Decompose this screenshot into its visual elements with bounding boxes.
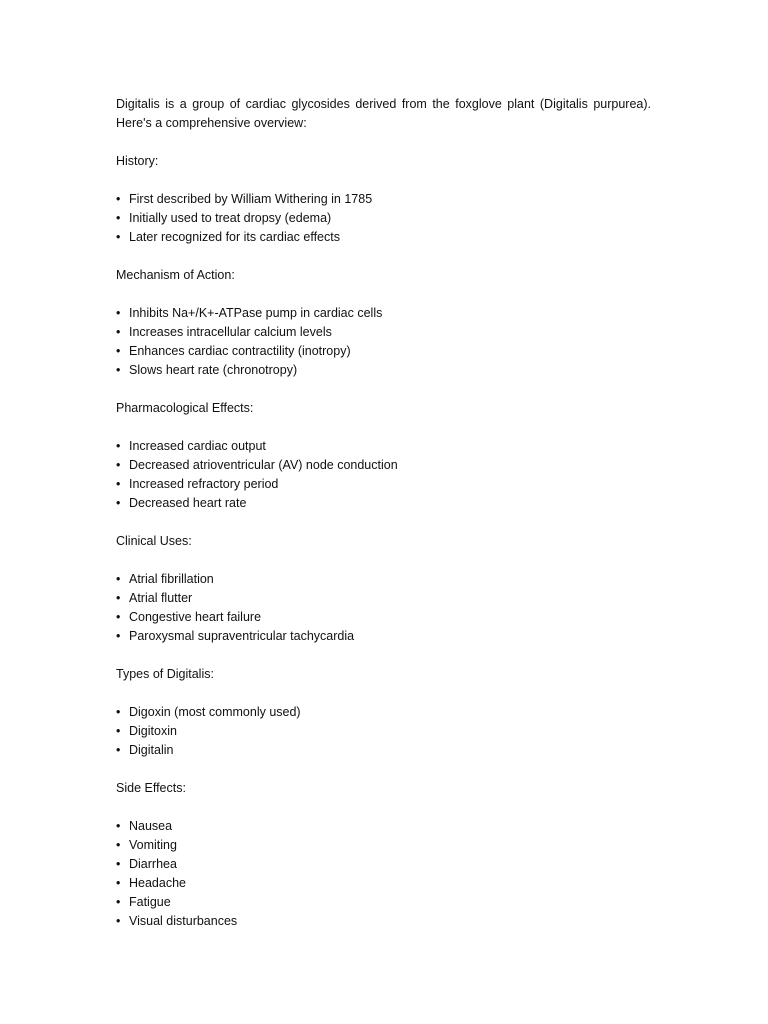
list-item (116, 912, 651, 931)
list-item-text: First described by William Withering in 1785 (129, 192, 373, 206)
list-item (116, 456, 651, 475)
bullet-icon: • (116, 724, 121, 738)
list-item-text: Inhibits Na+/K+-ATPase pump in cardiac cells (129, 306, 383, 320)
list-item-text: Increased cardiac output (129, 439, 266, 453)
list-item-text: Headache (129, 876, 186, 890)
bullet-icon: • (116, 572, 121, 586)
list-item (116, 494, 651, 513)
bullet-list (116, 817, 651, 931)
section-heading: Mechanism of Action: (116, 268, 235, 282)
list-item-text: Later recognized for its cardiac effects (129, 230, 340, 244)
sections-container (116, 152, 651, 931)
list-item-text: Increases intracellular calcium levels (129, 325, 332, 339)
bullet-icon: • (116, 344, 121, 358)
bullet-list (116, 437, 651, 513)
list-item (116, 722, 651, 741)
bullet-icon: • (116, 914, 121, 928)
list-item (116, 475, 651, 494)
list-item (116, 855, 651, 874)
list-item (116, 703, 651, 722)
list-item (116, 893, 651, 912)
bullet-icon: • (116, 895, 121, 909)
section-heading: Clinical Uses: (116, 534, 192, 548)
list-item-text: Visual disturbances (129, 914, 238, 928)
list-item-text: Increased refractory period (129, 477, 279, 491)
bullet-icon: • (116, 705, 121, 719)
list-item-text: Fatigue (129, 895, 171, 909)
bullet-icon: • (116, 610, 121, 624)
list-item-text: Atrial fibrillation (129, 572, 214, 586)
list-item (116, 437, 651, 456)
list-item (116, 627, 651, 646)
bullet-icon: • (116, 192, 121, 206)
list-item (116, 304, 651, 323)
list-item (116, 228, 651, 247)
list-item-text: Enhances cardiac contractility (inotropy) (129, 344, 351, 358)
bullet-icon: • (116, 439, 121, 453)
section-heading: Pharmacological Effects: (116, 401, 254, 415)
bullet-icon: • (116, 629, 121, 643)
list-item-text: Digitalin (129, 743, 174, 757)
bullet-icon: • (116, 458, 121, 472)
list-item-text: Diarrhea (129, 857, 177, 871)
bullet-icon: • (116, 819, 121, 833)
bullet-icon: • (116, 325, 121, 339)
bullet-icon: • (116, 743, 121, 757)
bullet-icon: • (116, 211, 121, 225)
list-item (116, 741, 651, 760)
bullet-icon: • (116, 230, 121, 244)
list-item-text: Congestive heart failure (129, 610, 262, 624)
list-item (116, 323, 651, 342)
list-item-text: Vomiting (129, 838, 177, 852)
bullet-icon: • (116, 857, 121, 871)
bullet-list (116, 304, 651, 380)
bullet-icon: • (116, 591, 121, 605)
list-item (116, 342, 651, 361)
bullet-list (116, 190, 651, 247)
list-item (116, 570, 651, 589)
bullet-icon: • (116, 477, 121, 491)
list-item-text: Initially used to treat dropsy (edema) (129, 211, 332, 225)
list-item-text: Decreased heart rate (129, 496, 247, 510)
bullet-icon: • (116, 876, 121, 890)
section-heading: History: (116, 154, 159, 168)
list-item (116, 836, 651, 855)
bullet-list (116, 570, 651, 646)
section-heading: Side Effects: (116, 781, 186, 795)
document-body (116, 95, 651, 931)
list-item-text: Digoxin (most commonly used) (129, 705, 301, 719)
list-item-text: Atrial flutter (129, 591, 193, 605)
bullet-icon: • (116, 838, 121, 852)
bullet-icon: • (116, 306, 121, 320)
list-item-text: Slows heart rate (chronotropy) (129, 363, 298, 377)
list-item-text: Decreased atrioventricular (AV) node conduction (129, 458, 398, 472)
intro-paragraph: Digitalis is a group of cardiac glycosides derived from the foxglove plant (Digitalis purpurea). Here's a comprehensive overview: (116, 97, 651, 130)
section-heading: Types of Digitalis: (116, 667, 214, 681)
list-item (116, 874, 651, 893)
list-item (116, 361, 651, 380)
list-item (116, 190, 651, 209)
bullet-icon: • (116, 496, 121, 510)
list-item-text: Paroxysmal supraventricular tachycardia (129, 629, 355, 643)
bullet-icon: • (116, 363, 121, 377)
list-item-text: Digitoxin (129, 724, 177, 738)
list-item (116, 608, 651, 627)
list-item (116, 209, 651, 228)
list-item (116, 817, 651, 836)
list-item-text: Nausea (129, 819, 173, 833)
bullet-list (116, 703, 651, 760)
list-item (116, 589, 651, 608)
